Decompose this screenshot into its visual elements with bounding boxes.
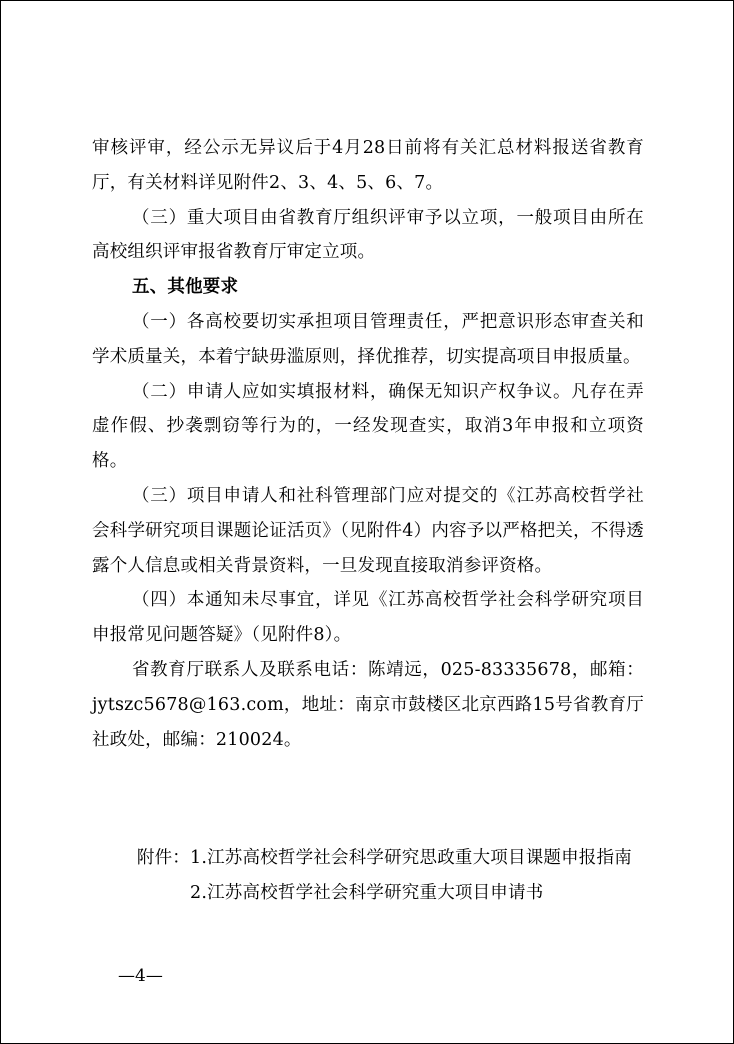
attachments-list xyxy=(92,841,647,911)
attachment-item xyxy=(92,841,647,876)
paragraph-requirement-3: （三）项目申请人和社科管理部门应对提交的《江苏高校哲学社会科学研究项目课题论证活页》（见附件4）内容予以严格把关，不得透露个人信息或相关背景资料，一旦发现直接取消参评资格。 xyxy=(92,485,644,576)
attachment-item-text: 1.江苏高校哲学社会科学研究思政重大项目课题申报指南 xyxy=(190,848,632,868)
page-number: —4— xyxy=(118,966,163,986)
attachment-item-text: 2.江苏高校哲学社会科学研究重大项目申请书 xyxy=(190,882,544,903)
paragraph-requirement-2: （二）申请人应如实填报材料，确保无知识产权争议。凡存在弄虚作假、抄袭剽窃等行为的，一经发现查实，取消3年申报和立项资格。 xyxy=(92,381,644,472)
body-text xyxy=(92,131,644,757)
paragraph-major-projects: （三）重大项目由省教育厅组织评审予以立项，一般项目由所在高校组织评审报省教育厅审定立项。 xyxy=(92,207,644,263)
paragraph-continuation: 审核评审，经公示无异议后于4月28日前将有关汇总材料报送省教育厅，有关材料详见附件2、3、4、5、6、7。 xyxy=(92,138,644,193)
paragraph-requirement-4: （四）本通知未尽事宜，详见《江苏高校哲学社会科学研究项目申报常见问题答疑》（见附件8）。 xyxy=(92,590,644,646)
attachments-label: 附件： xyxy=(136,848,190,868)
paragraph-contact-info: 省教育厅联系人及联系电话：陈靖远，025-83335678，邮箱：jytszc5678@163.com，地址：南京市鼓楼区北京西路15号省教育厅社政处，邮编：210024。 xyxy=(92,659,644,750)
section-heading-other-requirements: 五、其他要求 xyxy=(132,277,239,298)
attachment-item xyxy=(92,876,647,911)
paragraph-requirement-1: （一）各高校要切实承担项目管理责任，严把意识形态审查关和学术质量关，本着宁缺毋滥原则，择优推荐，切实提高项目申报质量。 xyxy=(92,311,644,367)
